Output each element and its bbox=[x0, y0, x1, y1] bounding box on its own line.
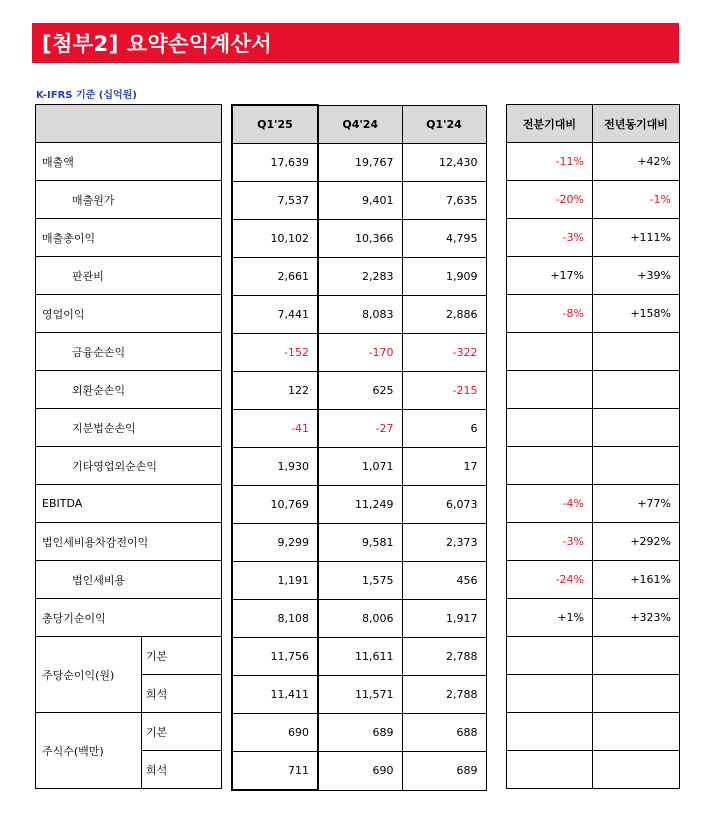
value-cell: 456 bbox=[402, 562, 486, 600]
table-row bbox=[36, 485, 222, 523]
change-cell bbox=[593, 637, 680, 675]
table-row bbox=[507, 181, 680, 219]
value-cell: 19,767 bbox=[318, 144, 402, 182]
table-row bbox=[507, 675, 680, 713]
table-row bbox=[36, 713, 222, 751]
row-labels-table bbox=[35, 104, 222, 789]
value-cell: 8,083 bbox=[318, 296, 402, 334]
table-row bbox=[507, 447, 680, 485]
change-cell bbox=[593, 751, 680, 789]
value-cell: -27 bbox=[318, 410, 402, 448]
change-cell bbox=[507, 447, 593, 485]
value-cell: 2,886 bbox=[402, 296, 486, 334]
row-label: 외환순손익 bbox=[36, 371, 222, 409]
value-cell: 711 bbox=[232, 752, 318, 791]
value-cell: 1,909 bbox=[402, 258, 486, 296]
change-cell: +39% bbox=[593, 257, 680, 295]
value-cell: 1,575 bbox=[318, 562, 402, 600]
table-row bbox=[507, 713, 680, 751]
row-label: 기타영업외순손익 bbox=[36, 447, 222, 485]
change-cell: -20% bbox=[507, 181, 593, 219]
sub-label: 기본 bbox=[142, 713, 222, 751]
change-cell bbox=[507, 637, 593, 675]
change-cell: +77% bbox=[593, 485, 680, 523]
value-cell: 11,611 bbox=[318, 638, 402, 676]
value-cell: 11,411 bbox=[232, 676, 318, 714]
page-title: [첨부2] 요약손익계산서 bbox=[42, 32, 273, 56]
value-cell: 2,788 bbox=[402, 638, 486, 676]
table-row bbox=[507, 295, 680, 333]
change-cell: -24% bbox=[507, 561, 593, 599]
change-cell: +161% bbox=[593, 561, 680, 599]
table-row bbox=[232, 638, 486, 676]
value-cell: 8,006 bbox=[318, 600, 402, 638]
value-cell: 6,073 bbox=[402, 486, 486, 524]
value-cell: 688 bbox=[402, 714, 486, 752]
table-row bbox=[232, 524, 486, 562]
table-row bbox=[507, 219, 680, 257]
value-cell: 689 bbox=[318, 714, 402, 752]
value-cell: -41 bbox=[232, 410, 318, 448]
value-cell: 689 bbox=[402, 752, 486, 791]
value-cell: 1,930 bbox=[232, 448, 318, 486]
sub-label: 기본 bbox=[142, 637, 222, 675]
value-cell: 11,756 bbox=[232, 638, 318, 676]
change-table bbox=[506, 104, 680, 789]
value-cell: -152 bbox=[232, 334, 318, 372]
sub-label: 희석 bbox=[142, 675, 222, 713]
value-cell: 7,635 bbox=[402, 182, 486, 220]
table-row bbox=[36, 181, 222, 219]
change-cell: -8% bbox=[507, 295, 593, 333]
value-cell: 11,571 bbox=[318, 676, 402, 714]
table-row bbox=[232, 220, 486, 258]
row-label: EBITDA bbox=[36, 485, 222, 523]
value-cell: -322 bbox=[402, 334, 486, 372]
table-row bbox=[507, 257, 680, 295]
header-qoq: 전분기대비 bbox=[507, 105, 593, 143]
value-cell: 2,661 bbox=[232, 258, 318, 296]
value-cell: 17 bbox=[402, 448, 486, 486]
value-cell: 7,537 bbox=[232, 182, 318, 220]
row-label: 지분법순손익 bbox=[36, 409, 222, 447]
value-cell: 10,769 bbox=[232, 486, 318, 524]
table-row bbox=[507, 409, 680, 447]
header-yoy: 전년동기대비 bbox=[593, 105, 680, 143]
labels-header bbox=[36, 105, 222, 143]
change-cell bbox=[507, 751, 593, 789]
change-cell: -4% bbox=[507, 485, 593, 523]
value-cell: 6 bbox=[402, 410, 486, 448]
sub-label: 희석 bbox=[142, 751, 222, 789]
table-row bbox=[232, 144, 486, 182]
table-row bbox=[507, 333, 680, 371]
change-cell bbox=[593, 675, 680, 713]
table-row bbox=[232, 296, 486, 334]
row-label: 총당기순이익 bbox=[36, 599, 222, 637]
table-row bbox=[36, 143, 222, 181]
table-row bbox=[232, 752, 486, 791]
row-label: 판관비 bbox=[36, 257, 222, 295]
value-cell: 2,788 bbox=[402, 676, 486, 714]
value-cell: 17,639 bbox=[232, 144, 318, 182]
table-row bbox=[36, 257, 222, 295]
unit-note: K-IFRS 기준 (십억원) bbox=[36, 90, 137, 101]
table-row bbox=[36, 523, 222, 561]
change-cell: +42% bbox=[593, 143, 680, 181]
value-cell: 1,071 bbox=[318, 448, 402, 486]
change-cell bbox=[507, 409, 593, 447]
table-row bbox=[232, 448, 486, 486]
values-table bbox=[231, 104, 487, 791]
value-cell: 625 bbox=[318, 372, 402, 410]
value-cell: -215 bbox=[402, 372, 486, 410]
change-cell: -3% bbox=[507, 523, 593, 561]
header-q4-24: Q4'24 bbox=[318, 105, 402, 144]
change-cell: -11% bbox=[507, 143, 593, 181]
table-row bbox=[36, 561, 222, 599]
value-cell: 9,581 bbox=[318, 524, 402, 562]
table-row bbox=[232, 258, 486, 296]
change-cell: +17% bbox=[507, 257, 593, 295]
change-cell: +1% bbox=[507, 599, 593, 637]
table-row bbox=[232, 410, 486, 448]
value-cell: 9,401 bbox=[318, 182, 402, 220]
table-row bbox=[507, 751, 680, 789]
table-row bbox=[507, 637, 680, 675]
value-cell: 122 bbox=[232, 372, 318, 410]
value-cell: 10,366 bbox=[318, 220, 402, 258]
table-row bbox=[36, 637, 222, 675]
group-label: 주당순이익(원) bbox=[36, 637, 142, 713]
table-row bbox=[36, 409, 222, 447]
row-label: 매출원가 bbox=[36, 181, 222, 219]
row-label: 매출총이익 bbox=[36, 219, 222, 257]
table-row bbox=[507, 561, 680, 599]
table-row bbox=[36, 371, 222, 409]
value-cell: 4,795 bbox=[402, 220, 486, 258]
change-cell bbox=[593, 409, 680, 447]
header-q1-25: Q1'25 bbox=[232, 105, 318, 144]
value-cell: 690 bbox=[318, 752, 402, 791]
table-row bbox=[232, 676, 486, 714]
table-row bbox=[232, 714, 486, 752]
table-row bbox=[232, 334, 486, 372]
header-q1-24: Q1'24 bbox=[402, 105, 486, 144]
change-cell: +292% bbox=[593, 523, 680, 561]
table-row bbox=[36, 447, 222, 485]
row-label: 법인세비용차감전이익 bbox=[36, 523, 222, 561]
table-row bbox=[507, 599, 680, 637]
change-cell bbox=[507, 333, 593, 371]
change-cell bbox=[507, 371, 593, 409]
table-row bbox=[36, 333, 222, 371]
table-row bbox=[232, 562, 486, 600]
value-cell: 1,191 bbox=[232, 562, 318, 600]
value-cell: 8,108 bbox=[232, 600, 318, 638]
change-cell: +111% bbox=[593, 219, 680, 257]
change-cell bbox=[593, 713, 680, 751]
title-banner bbox=[32, 23, 679, 63]
table-row bbox=[36, 295, 222, 333]
change-cell: +323% bbox=[593, 599, 680, 637]
value-cell: 2,373 bbox=[402, 524, 486, 562]
change-cell bbox=[507, 713, 593, 751]
table-row bbox=[507, 371, 680, 409]
change-cell bbox=[593, 333, 680, 371]
change-cell bbox=[593, 447, 680, 485]
row-label: 금융순손익 bbox=[36, 333, 222, 371]
table-row bbox=[232, 182, 486, 220]
table-row bbox=[232, 600, 486, 638]
table-row bbox=[507, 485, 680, 523]
value-cell: 1,917 bbox=[402, 600, 486, 638]
change-cell: -3% bbox=[507, 219, 593, 257]
value-cell: 7,441 bbox=[232, 296, 318, 334]
value-cell: 11,249 bbox=[318, 486, 402, 524]
change-cell: +158% bbox=[593, 295, 680, 333]
value-cell: 2,283 bbox=[318, 258, 402, 296]
change-cell bbox=[507, 675, 593, 713]
value-cell: 10,102 bbox=[232, 220, 318, 258]
row-label: 매출액 bbox=[36, 143, 222, 181]
value-cell: 9,299 bbox=[232, 524, 318, 562]
table-row bbox=[232, 372, 486, 410]
table-row bbox=[36, 219, 222, 257]
group-label: 주식수(백만) bbox=[36, 713, 142, 789]
row-label: 영업이익 bbox=[36, 295, 222, 333]
table-row bbox=[232, 486, 486, 524]
change-cell bbox=[593, 371, 680, 409]
row-label: 법인세비용 bbox=[36, 561, 222, 599]
value-cell: -170 bbox=[318, 334, 402, 372]
change-cell: -1% bbox=[593, 181, 680, 219]
table-row bbox=[507, 523, 680, 561]
value-cell: 12,430 bbox=[402, 144, 486, 182]
value-cell: 690 bbox=[232, 714, 318, 752]
table-row bbox=[36, 599, 222, 637]
table-row bbox=[507, 143, 680, 181]
